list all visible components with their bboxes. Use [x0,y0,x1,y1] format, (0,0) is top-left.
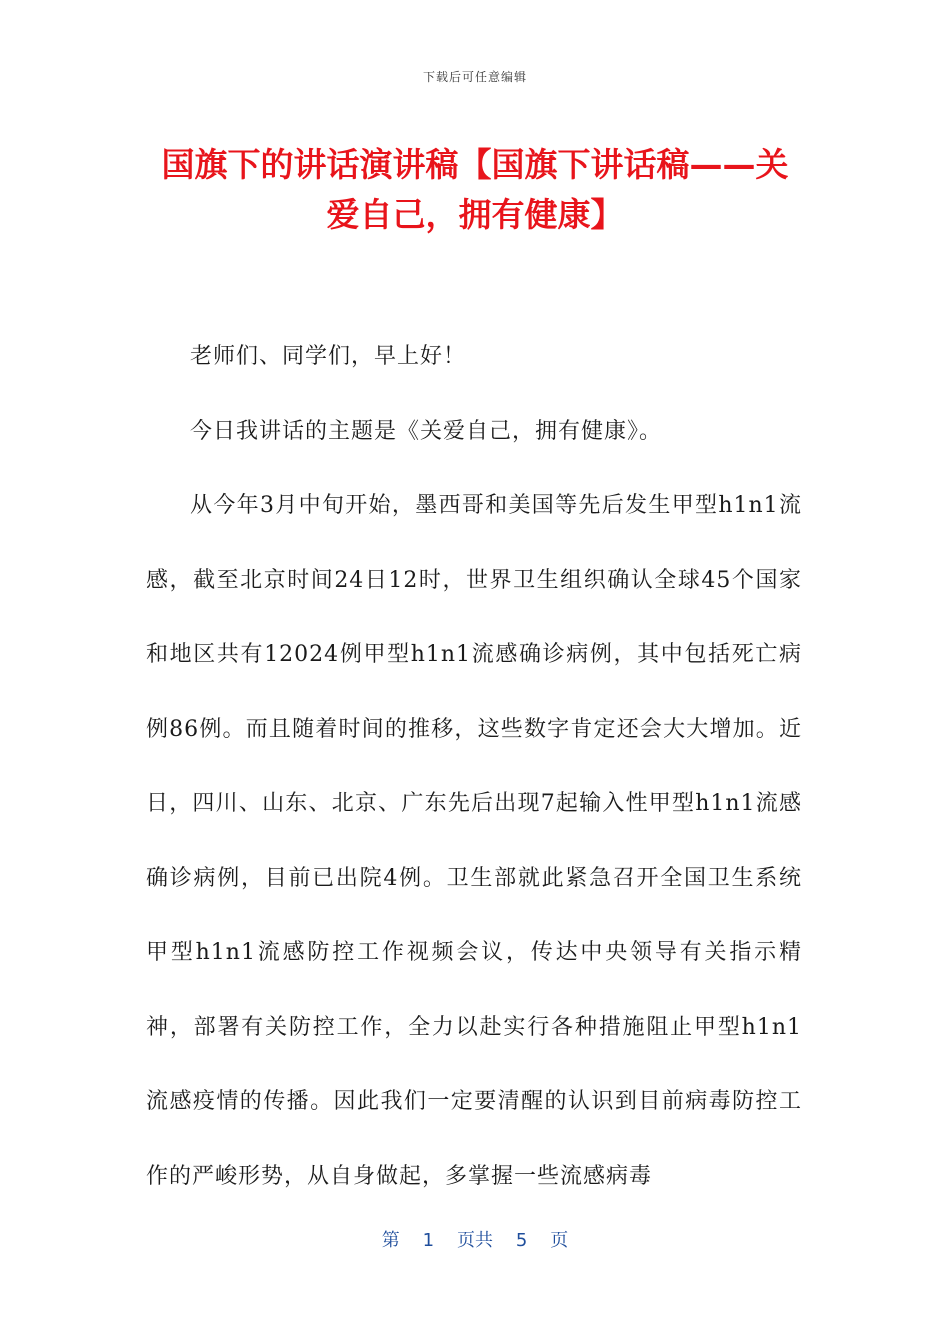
footer-prefix: 第 [381,1230,400,1251]
page-title: 国旗下的讲话演讲稿【国旗下讲话稿——关爱自己，拥有健康】 [161,145,789,234]
footer-suffix: 页 [550,1230,569,1251]
topic-paragraph: 今日我讲话的主题是《关爱自己，拥有健康》。 [190,418,663,444]
document-body [146,320,802,1214]
footer-middle: 页共 [457,1230,493,1251]
footer-total-pages: 5 [515,1230,528,1251]
page-footer [0,1226,950,1252]
body-paragraph: 从今年3月中旬开始，墨西哥和美国等先后发生甲型h1n1流感，截至北京时间24日12时，世界卫生组织确认全球45个国家和地区共有12024例甲型h1n1流感确诊病例，其中包括死亡病例86例。而且随着时间的推移，这些数字肯定还会大大增加。近日，四川、山东、北京、广东先后出现7起输入性甲型h1n1流感确诊病例，目前已出院4例。卫生部就此紧急召开全国卫生系统甲型h1n1流感防控工作视频会议，传达中央领导有关指示精神，部署有关防控工作，全力以赴实行各种措施阻止甲型h1n1流感疫情的传播。因此我们一定要清醒的认识到目前病毒防控工作的严峻形势，从自身做起，多掌握一些流感病毒 [146,493,802,1189]
greeting-paragraph: 老师们、同学们，早上好！ [190,344,467,369]
footer-current-page: 1 [422,1230,435,1251]
header-note: 下载后可任意编辑 [422,70,527,84]
